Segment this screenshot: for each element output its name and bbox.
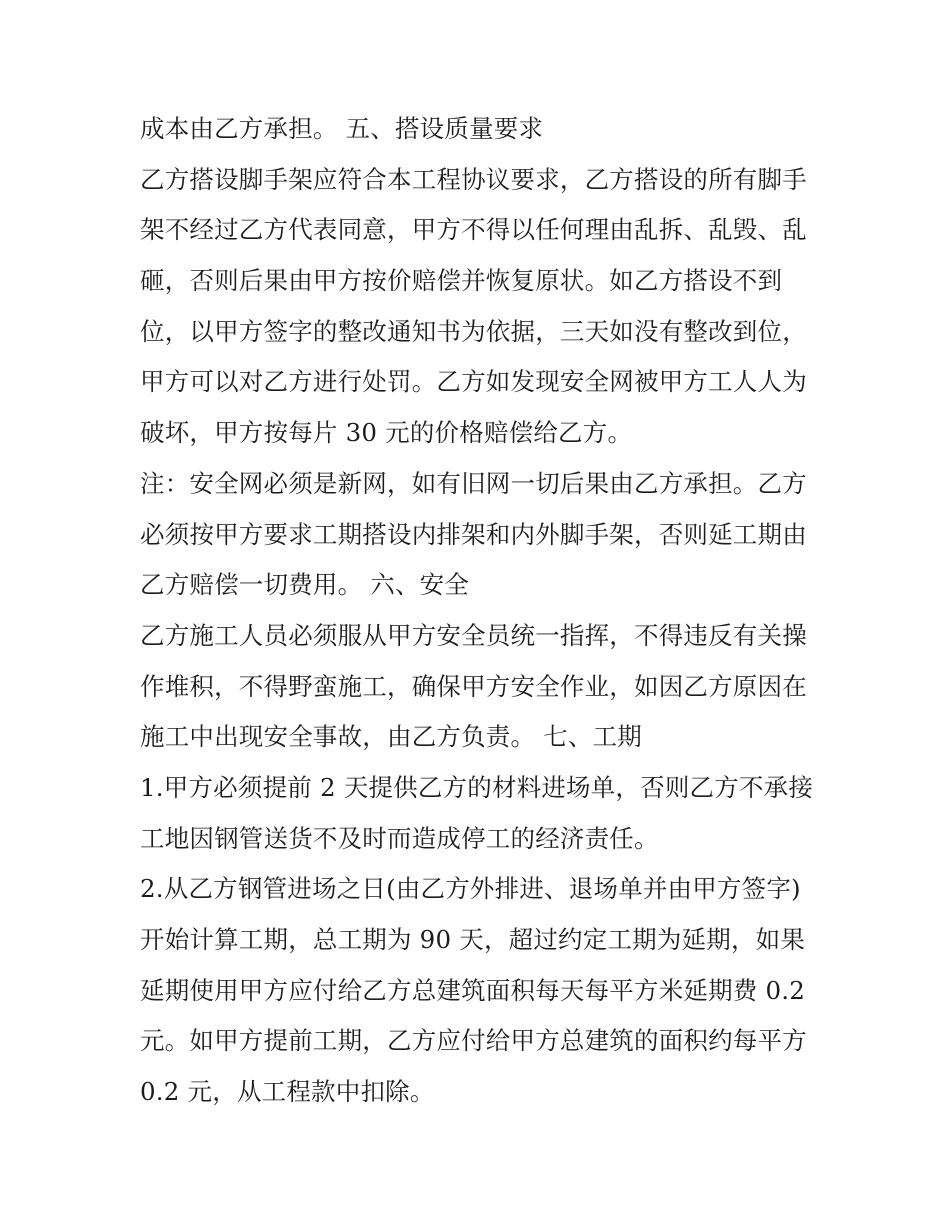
text-line: 乙方施工人员必须服从甲方安全员统一指挥，不得违反有关操 <box>140 620 807 650</box>
text-line: 元。如甲方提前工期，乙方应付给甲方总建筑的面积约每平方 <box>140 1026 807 1056</box>
text-line: 位，以甲方签字的整改通知书为依据，三天如没有整改到位， <box>140 316 807 346</box>
text-line: 破坏，甲方按每片 30 元的价格赔偿给乙方。 <box>140 418 633 448</box>
text-line: 2.从乙方钢管进场之日(由乙方外排进、退场单并由甲方签字) <box>140 874 801 904</box>
text-line: 施工中出现安全事故，由乙方负责。 七、工期 <box>140 722 642 752</box>
text-line: 乙方搭设脚手架应符合本工程协议要求，乙方搭设的所有脚手 <box>140 164 807 194</box>
text-line: 架不经过乙方代表同意，甲方不得以任何理由乱拆、乱毁、乱 <box>140 215 807 245</box>
text-line: 开始计算工期，总工期为 90 天，超过约定工期为延期，如果 <box>140 925 806 954</box>
text-line: 0.2 元，从工程款中扣除。 <box>140 1077 435 1107</box>
text-line: 1.甲方必须提前 2 天提供乙方的材料进场单，否则乙方不承接 <box>140 772 814 802</box>
text-line: 延期使用甲方应付给乙方总建筑面积每天每平方米延期费 0.2 <box>140 975 806 1005</box>
text-line: 作堆积，不得野蛮施工，确保甲方安全作业，如因乙方原因在 <box>140 671 807 701</box>
text-line: 甲方可以对乙方进行处罚。乙方如发现安全网被甲方工人人为 <box>140 367 807 397</box>
text-line: 必须按甲方要求工期搭设内排架和内外脚手架，否则延工期由 <box>140 519 807 549</box>
text-line: 工地因钢管送货不及时而造成停工的经济责任。 <box>140 823 659 853</box>
contract-text <box>140 104 820 1118</box>
text-line: 注：安全网必须是新网，如有旧网一切后果由乙方承担。乙方 <box>140 468 807 498</box>
text-line: 乙方赔偿一切费用。 六、安全 <box>140 570 470 600</box>
text-line: 成本由乙方承担。 五、搭设质量要求 <box>140 114 544 143</box>
text-line: 砸，否则后果由甲方按价赔偿并恢复原状。如乙方搭设不到 <box>140 266 783 296</box>
